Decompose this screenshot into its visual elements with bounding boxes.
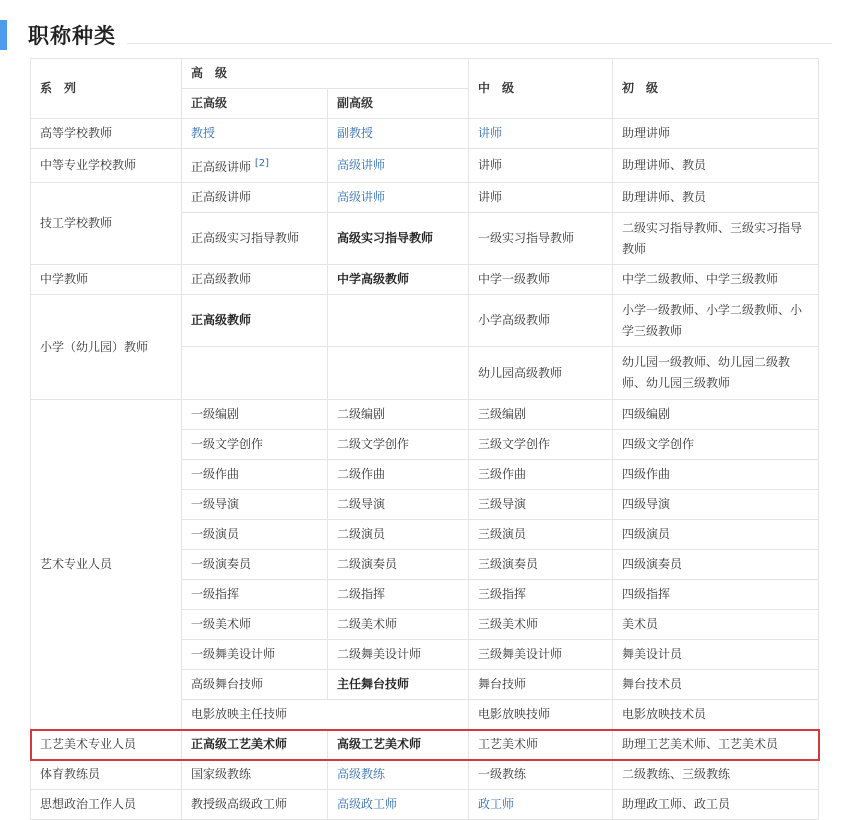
link-cell[interactable]: 高级讲师	[328, 149, 469, 183]
table-cell	[182, 149, 328, 183]
highlighted-row	[31, 730, 819, 760]
table-cell: 正高级教师	[182, 265, 328, 295]
header-intermediate: 中 级	[469, 59, 613, 119]
table-cell: 高级实习指导教师	[328, 213, 469, 265]
series-cell: 工艺美术专业人员	[31, 730, 182, 760]
table-cell: 一级美术师	[182, 610, 328, 640]
header-vice-senior: 副高级	[328, 89, 469, 119]
series-cell: 中学教师	[31, 265, 182, 295]
table-cell: 工艺美术师	[469, 730, 613, 760]
table-cell: 一级编剧	[182, 400, 328, 430]
series-cell: 中等专业学校教师	[31, 149, 182, 183]
table-cell: 讲师	[469, 149, 613, 183]
link-cell[interactable]: 高级教练	[328, 760, 469, 790]
table-cell: 中学高级教师	[328, 265, 469, 295]
table-cell: 教授级高级政工师	[182, 790, 328, 820]
reference-link[interactable]: [2]	[254, 158, 270, 169]
table-cell: 三级文学创作	[469, 430, 613, 460]
table-cell: 一级作曲	[182, 460, 328, 490]
table-cell: 美术员	[613, 610, 819, 640]
table-cell: 四级演员	[613, 520, 819, 550]
table-cell: 三级舞美设计师	[469, 640, 613, 670]
table-cell: 一级指挥	[182, 580, 328, 610]
table-cell: 助理工艺美术师、工艺美术员	[613, 730, 819, 760]
table-cell: 四级演奏员	[613, 550, 819, 580]
table-cell: 三级演员	[469, 520, 613, 550]
series-cell: 技工学校教师	[31, 183, 182, 265]
table-header-row	[31, 59, 819, 89]
series-cell: 小学（幼儿园）教师	[31, 295, 182, 400]
table-cell: 四级编剧	[613, 400, 819, 430]
table-cell: 中学二级教师、中学三级教师	[613, 265, 819, 295]
table-cell: 一级实习指导教师	[469, 213, 613, 265]
link-cell[interactable]: 高级讲师	[328, 183, 469, 213]
table-cell: 二级实习指导教师、三级实习指导教师	[613, 213, 819, 265]
table-cell: 助理讲师、教员	[613, 149, 819, 183]
table-cell: 助理政工师、政工员	[613, 790, 819, 820]
table-cell: 幼儿园一级教师、幼儿园二级教师、幼儿园三级教师	[613, 347, 819, 400]
table-cell: 高级工艺美术师	[328, 730, 469, 760]
table-cell: 舞美设计员	[613, 640, 819, 670]
table-cell: 电影放映技术员	[613, 700, 819, 730]
table-cell: 一级导演	[182, 490, 328, 520]
table-cell: 助理讲师、教员	[613, 183, 819, 213]
link-cell[interactable]: 讲师	[469, 119, 613, 149]
table-cell: 助理讲师	[613, 119, 819, 149]
empty-cell	[328, 347, 469, 400]
table-cell: 三级演奏员	[469, 550, 613, 580]
table-cell: 二级文学创作	[328, 430, 469, 460]
table-cell: 四级导演	[613, 490, 819, 520]
table-cell: 国家级教练	[182, 760, 328, 790]
table-cell: 二级指挥	[328, 580, 469, 610]
header-junior: 初 级	[613, 59, 819, 119]
table-cell: 一级文学创作	[182, 430, 328, 460]
section-title: 职称种类	[28, 24, 116, 48]
empty-cell	[328, 295, 469, 347]
table-cell: 正高级实习指导教师	[182, 213, 328, 265]
table-row	[31, 149, 819, 183]
series-cell: 艺术专业人员	[31, 400, 182, 730]
table-row	[31, 183, 819, 213]
table-cell: 二级舞美设计师	[328, 640, 469, 670]
series-cell: 体育教练员	[31, 760, 182, 790]
table-cell: 正高级讲师	[182, 183, 328, 213]
table-cell: 二级美术师	[328, 610, 469, 640]
series-cell: 思想政治工作人员	[31, 790, 182, 820]
header-series: 系 列	[31, 59, 182, 119]
table-cell: 一级演奏员	[182, 550, 328, 580]
title-categories-table	[30, 58, 819, 820]
table-cell: 小学高级教师	[469, 295, 613, 347]
table-cell: 二级编剧	[328, 400, 469, 430]
table-cell: 四级指挥	[613, 580, 819, 610]
link-cell[interactable]: 政工师	[469, 790, 613, 820]
empty-cell	[182, 347, 328, 400]
table-cell: 幼儿园高级教师	[469, 347, 613, 400]
table-row	[31, 295, 819, 347]
table-cell: 中学一级教师	[469, 265, 613, 295]
table-cell: 一级舞美设计师	[182, 640, 328, 670]
table-row	[31, 119, 819, 149]
table-cell: 正高级教师	[182, 295, 328, 347]
table-cell: 二级作曲	[328, 460, 469, 490]
section-accent-bar	[0, 20, 7, 50]
table-cell: 电影放映技师	[469, 700, 613, 730]
table-cell: 一级演员	[182, 520, 328, 550]
table-cell: 二级演员	[328, 520, 469, 550]
table-cell: 小学一级教师、小学二级教师、小学三级教师	[613, 295, 819, 347]
link-cell[interactable]: 教授	[182, 119, 328, 149]
table-cell: 舞台技术员	[613, 670, 819, 700]
table-row	[31, 400, 819, 430]
table-cell: 二级导演	[328, 490, 469, 520]
table-cell: 讲师	[469, 183, 613, 213]
table-cell: 三级指挥	[469, 580, 613, 610]
table-cell: 三级作曲	[469, 460, 613, 490]
table-cell: 四级作曲	[613, 460, 819, 490]
cell-text: 正高级讲师	[191, 160, 252, 174]
link-cell[interactable]: 高级政工师	[328, 790, 469, 820]
table-cell: 三级编剧	[469, 400, 613, 430]
heading-divider	[127, 43, 832, 44]
table-cell: 三级导演	[469, 490, 613, 520]
header-senior: 高 级	[182, 59, 469, 89]
table-cell: 主任舞台技师	[328, 670, 469, 700]
header-full-senior: 正高级	[182, 89, 328, 119]
section-heading	[0, 14, 850, 54]
table-cell: 三级美术师	[469, 610, 613, 640]
table-cell: 高级舞台技师	[182, 670, 328, 700]
table-cell: 一级教练	[469, 760, 613, 790]
table-cell: 四级文学创作	[613, 430, 819, 460]
table-row	[31, 265, 819, 295]
table-row	[31, 790, 819, 820]
table-cell: 舞台技师	[469, 670, 613, 700]
link-cell[interactable]: 副教授	[328, 119, 469, 149]
table-cell: 电影放映主任技师	[182, 700, 469, 730]
series-cell: 高等学校教师	[31, 119, 182, 149]
table-cell: 正高级工艺美术师	[182, 730, 328, 760]
table-cell: 二级演奏员	[328, 550, 469, 580]
table-cell: 二级教练、三级教练	[613, 760, 819, 790]
table-row	[31, 760, 819, 790]
